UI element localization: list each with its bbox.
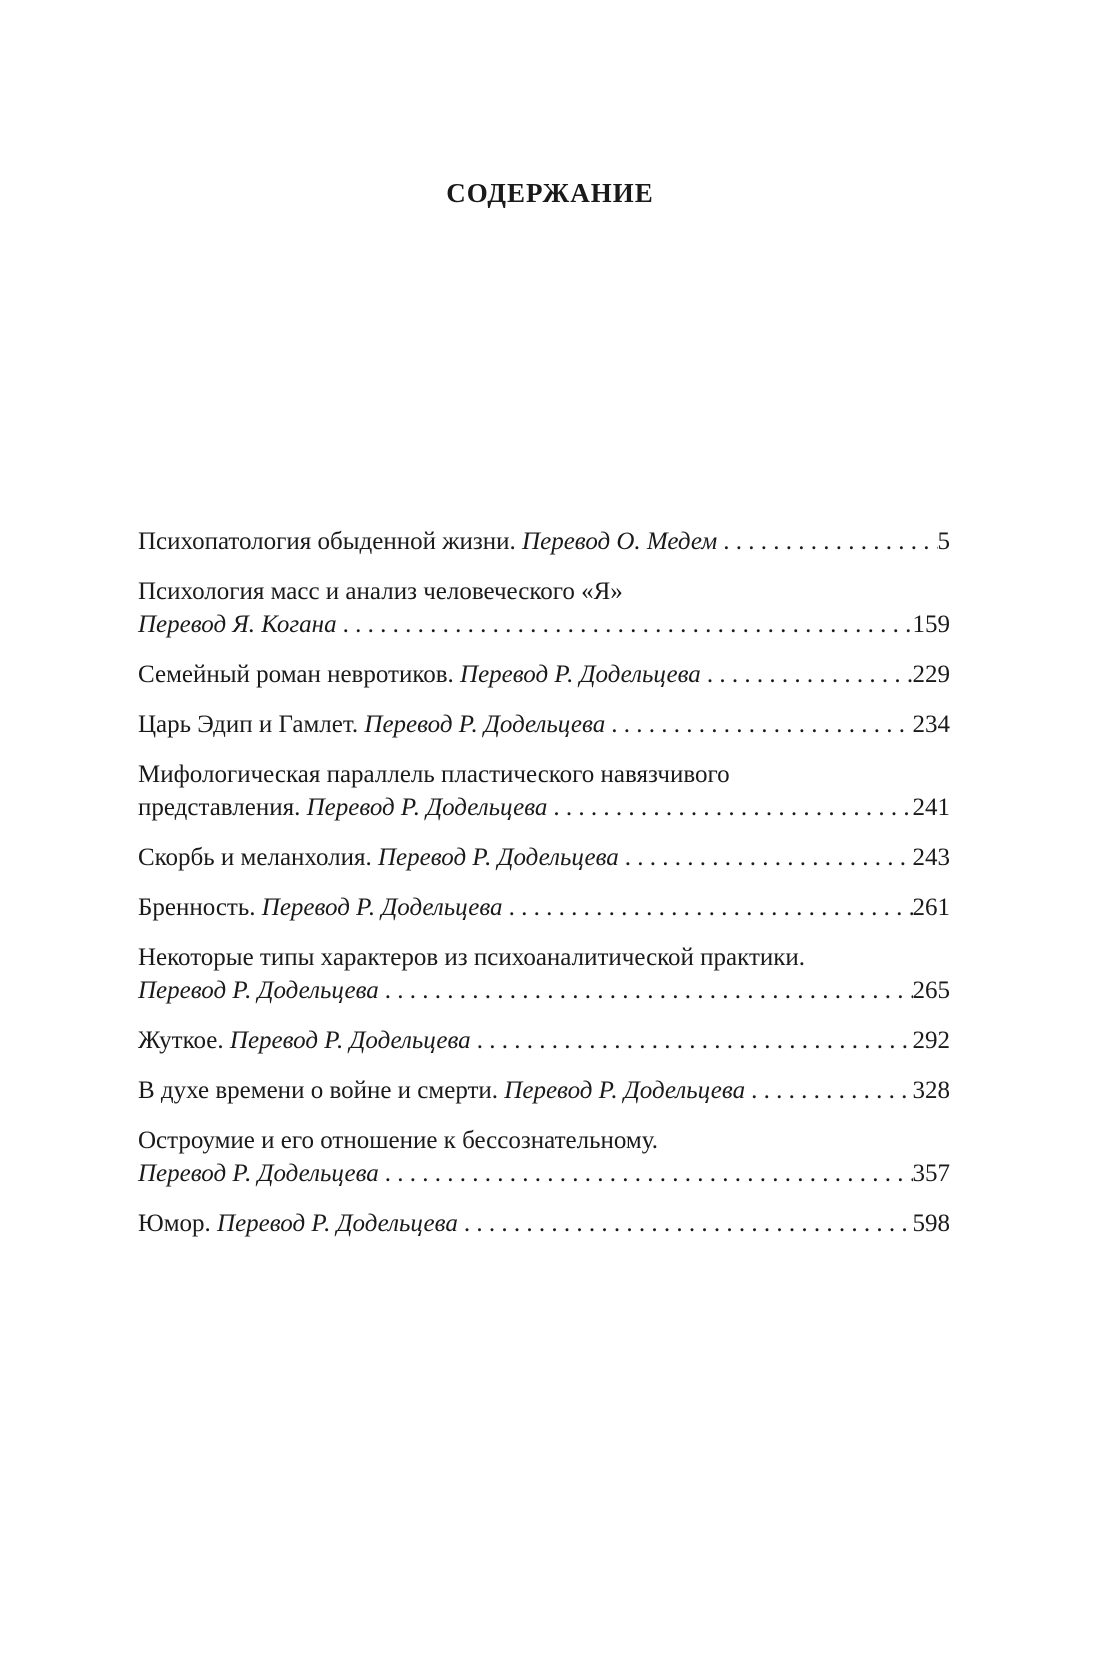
toc-entry-page-number: 241 <box>912 794 950 821</box>
toc-entry-page-number: 292 <box>912 1027 950 1054</box>
toc-entry-title-line: Некоторые типы характеров из психоаналитической практики. <box>138 944 806 971</box>
toc-entry-text <box>138 525 717 558</box>
toc-entry-translator: Перевод Р. Додельцева <box>378 844 619 871</box>
dot-leader <box>547 791 912 824</box>
toc-entry-translator: Перевод О. Медем <box>522 528 718 555</box>
toc-entry-title-line: Мифологическая параллель пластического навязчивого <box>138 761 730 788</box>
toc-entry-final-line <box>138 1157 950 1190</box>
toc-entry-title: В духе времени о войне и смерти. <box>138 1077 505 1104</box>
toc-entry-final-line <box>138 1074 950 1107</box>
toc-entry-page-number: 5 <box>937 528 950 555</box>
toc-entry-text <box>138 841 619 874</box>
toc-entry-text <box>138 608 337 641</box>
toc-entry-translator: Перевод Я. Когана <box>138 611 337 638</box>
toc-entry-text <box>138 1074 745 1107</box>
toc-entry-text <box>138 791 547 824</box>
toc-entry-final-line <box>138 974 950 1007</box>
toc-entry-text <box>138 708 605 741</box>
dot-leader <box>458 1207 913 1240</box>
toc-entry-title: Царь Эдип и Гамлет. <box>138 711 365 738</box>
dot-leader <box>337 608 913 641</box>
toc-entry-title: Семейный роман невротиков. <box>138 661 461 688</box>
toc-entry-translator: Перевод Р. Додельцева <box>460 661 701 688</box>
dot-leader <box>471 1024 913 1057</box>
dot-leader <box>503 891 913 924</box>
toc-entry-title: представления. <box>138 794 307 821</box>
dot-leader <box>379 1157 913 1190</box>
dot-leader <box>745 1074 912 1107</box>
toc-entry-final-line <box>138 1207 950 1240</box>
toc-entry <box>138 575 950 641</box>
dot-leader <box>379 974 913 1007</box>
toc-entry-title: Скорбь и меланхолия. <box>138 844 378 871</box>
toc-entry-title: Жуткое. <box>138 1027 230 1054</box>
toc-entry-translator: Перевод Р. Додельцева <box>364 711 606 738</box>
toc-entry-page-number: 328 <box>912 1077 950 1104</box>
toc-entry-final-line <box>138 658 950 691</box>
toc-entry-page-number: 261 <box>912 894 950 921</box>
toc-entry-translator: Перевод Р. Додельцева <box>229 1027 471 1054</box>
toc-entry-title: Юмор. <box>138 1210 218 1237</box>
toc-entry-final-line <box>138 841 950 874</box>
toc-entry-page-number: 598 <box>912 1210 950 1237</box>
toc-entry <box>138 1024 950 1057</box>
table-of-contents <box>138 525 950 1257</box>
toc-entry-page-number: 159 <box>912 611 950 638</box>
dot-leader <box>701 658 913 691</box>
toc-entry-title-line: Психология масс и анализ человеческого «Я» <box>138 578 623 605</box>
toc-entry <box>138 891 950 924</box>
toc-entry-text <box>138 974 379 1007</box>
toc-entry-translator: Перевод Р. Додельцева <box>306 794 548 821</box>
toc-entry-final-line <box>138 708 950 741</box>
toc-entry-final-line <box>138 791 950 824</box>
toc-entry <box>138 1074 950 1107</box>
toc-entry <box>138 708 950 741</box>
toc-entry-page-number: 357 <box>912 1160 950 1187</box>
toc-entry <box>138 658 950 691</box>
toc-entry <box>138 525 950 558</box>
toc-entry-translator: Перевод Р. Додельцева <box>217 1210 458 1237</box>
toc-entry-text <box>138 1024 471 1057</box>
dot-leader <box>619 841 913 874</box>
toc-entry-text <box>138 658 701 691</box>
toc-entry-translator: Перевод Р. Додельцева <box>504 1077 746 1104</box>
toc-entry-title: Психопатология обыденной жизни. <box>138 528 523 555</box>
dot-leader <box>717 525 937 558</box>
toc-entry <box>138 1124 950 1190</box>
toc-entry-final-line <box>138 891 950 924</box>
toc-entry <box>138 841 950 874</box>
toc-entry-translator: Перевод Р. Додельцева <box>138 1160 379 1187</box>
toc-entry <box>138 758 950 824</box>
toc-entry-title-line: Остроумие и его отношение к бессознательному. <box>138 1127 658 1154</box>
toc-entry-final-line <box>138 525 950 558</box>
toc-entry-text <box>138 1157 379 1190</box>
toc-entry-title: Бренность. <box>138 894 262 921</box>
dot-leader <box>605 708 912 741</box>
toc-entry-page-number: 229 <box>912 661 950 688</box>
toc-entry-final-line <box>138 1024 950 1057</box>
toc-entry-text <box>138 891 503 924</box>
page-title: СОДЕРЖАНИЕ <box>446 178 654 208</box>
toc-entry-page-number: 265 <box>912 977 950 1004</box>
toc-entry-text <box>138 1207 458 1240</box>
toc-entry-final-line <box>138 608 950 641</box>
toc-entry-translator: Перевод Р. Додельцева <box>261 894 503 921</box>
toc-entry <box>138 941 950 1007</box>
toc-entry <box>138 1207 950 1240</box>
toc-entry-page-number: 243 <box>912 844 950 871</box>
toc-entry-page-number: 234 <box>912 711 950 738</box>
toc-entry-translator: Перевод Р. Додельцева <box>138 977 379 1004</box>
